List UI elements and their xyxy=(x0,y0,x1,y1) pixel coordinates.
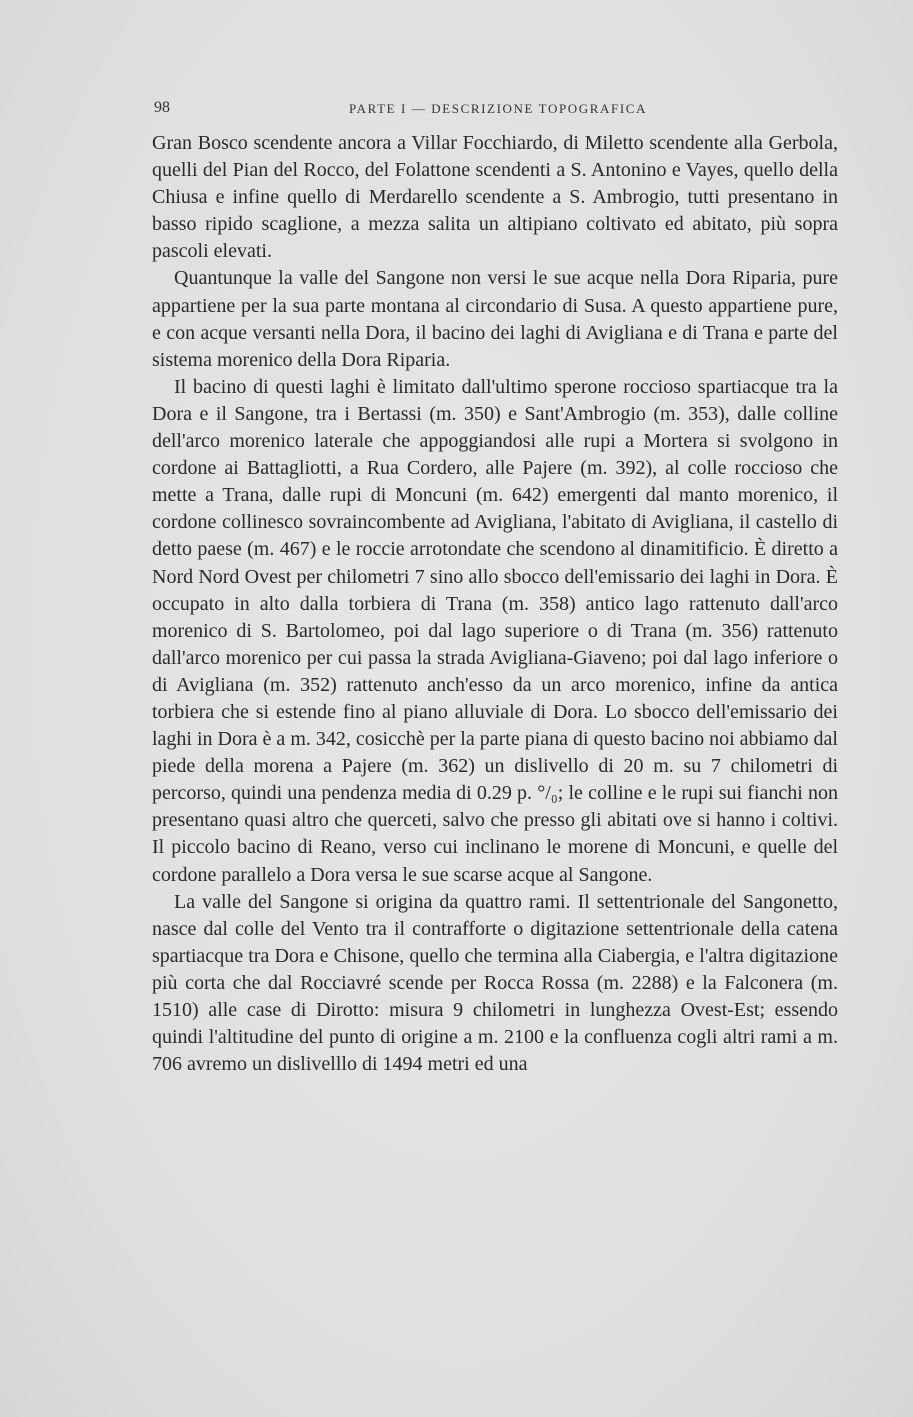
paragraph: Quantunque la valle del Sangone non versi le sue acque nella Dora Riparia, pure appartiene per la sua parte montana al circondario di Susa. A questo appartiene pure, e con acque versanti nella Dora, il bacino dei laghi di Avigliana e di Trana e parte del sistema morenico della Dora Riparia. xyxy=(152,267,838,371)
paragraph: La valle del Sangone si origina da quattro rami. Il settentrionale del Sangonetto, nasce dal colle del Vento tra il contrafforte o digitazione settentrionale della catena spartiacque tra Dora e Chisone, quello che termina alla Ciabergia, e l'altra digitazione più corta che dal Rocciavré scende per Rocca Rossa (m. 2288) e la Falconera (m. 1510) alle case di Dirotto: misura 9 chilometri in lunghezza Ovest-Est; essendo quindi l'altitudine del punto di origine a m. 2100 e la confluenza cogli altri rami a m. 706 avremo un dislivelllo di 1494 metri ed una xyxy=(152,890,838,1076)
page-number: 98 xyxy=(154,99,170,116)
paragraph: Il bacino di questi laghi è limitato dall'ultimo sperone roccioso spartiacque tra la Dora e il Sangone, tra i Bertassi (m. 350) e Sant'Ambrogio (m. 353), dalle colline dell'arco morenico laterale che appoggiandosi alle rupi a Mortera si svolgono in cordone ai Battagliotti, a Rua Cordero, alle Pajere (m. 392), al colle roccioso che mette a Trana, dalle rupi di Moncuni (m. 642) emergenti dal manto morenico, il cordone collinesco sovraincombente ad Avigliana, l'abitato di Avigliana, il castello di detto paese (m. 467) e le roccie arrotondate che scendono al dinamitificio. È diretto a Nord Nord Ovest per chilometri 7 sino allo sbocco dell'emissario dei laghi in Dora. È occupato in alto dalla torbiera di Trana (m. 358) antico lago rattenuto dall'arco morenico di S. Bartolomeo, poi dal lago superiore o di Trana (m. 356) rattenuto dall'arco morenico per cui passa la strada Avigliana-Giaveno; poi dal lago inferiore o di Avigliana (m. 352) rattenuto anch'esso da un arco morenico, infine da antica torbiera che si estende fino al piano alluviale di Dora. Lo sbocco dell'emissario dei laghi in Dora è a m. 342, cosicchè per la parte piana di questo bacino noi abbiamo dal piede della morena a Pajere (m. 362) un dislivello di 20 m. su 7 chilometri di percorso, quindi una pendenza media di 0.29 p. °/₀; le colline e le rupi sui fianchi non presentano quasi altro che querceti, salvo che presso gli abitati ove si hanno i coltivi. Il piccolo bacino di Reano, verso cui inclinano le morene di Moncuni, e quelle del cordone parallelo a Dora versa le sue scarse acque al Sangone. xyxy=(152,375,838,886)
page-header xyxy=(154,97,842,119)
paragraph-continuation: Gran Bosco scendente ancora a Villar Focchiardo, di Miletto scendente alla Gerbola, quelli del Pian del Rocco, del Folattone scendenti a S. Antonino e Vayes, quello della Chiusa e infine quello di Merdarello scendente a S. Ambrogio, tutti presentano in basso ripido scaglione, a mezza salita un altipiano coltivato ed abitato, più sopra pascoli elevati. xyxy=(152,132,838,263)
running-head: PARTE I — DESCRIZIONE TOPOGRAFICA xyxy=(348,101,648,116)
body-text xyxy=(152,130,838,1078)
